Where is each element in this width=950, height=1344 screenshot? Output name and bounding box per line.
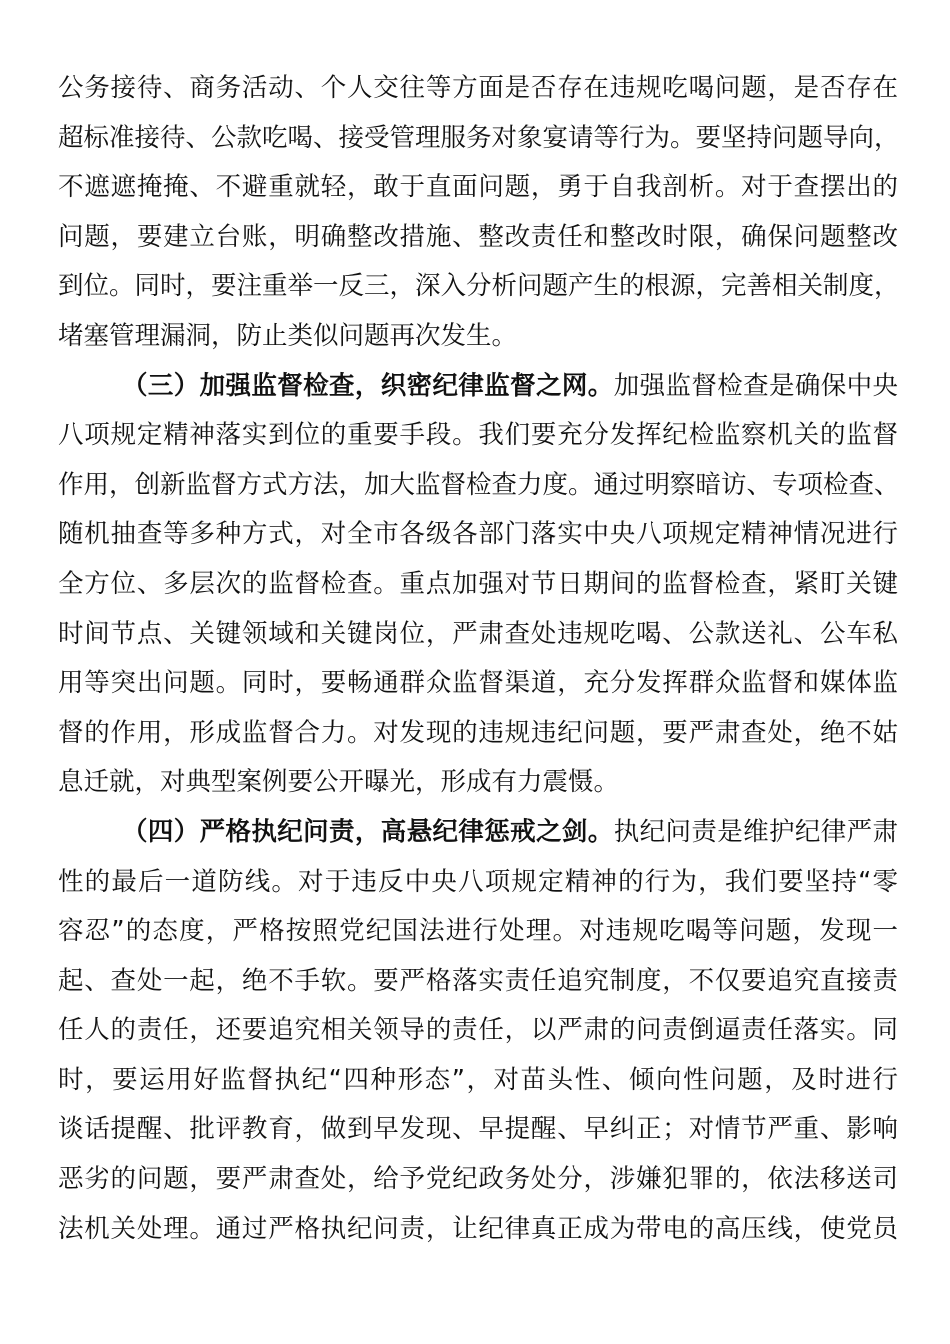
text-line: 谈话提醒、批评教育，做到早发现、早提醒、早纠正；对情节严重、影响 bbox=[58, 1114, 898, 1145]
section-3-first-line-text: 加强监督检查是确保中央 bbox=[613, 370, 898, 401]
section-3-heading: （三）加强监督检查，织密纪律监督之网。 bbox=[122, 370, 614, 401]
section-3-first-line bbox=[58, 362, 898, 412]
text-line: 随机抽查等多种方式，对全市各级各部门落实中央八项规定精神情况进行 bbox=[58, 519, 898, 550]
text-line: 超标准接待、公款吃喝、接受管理服务对象宴请等行为。要坚持问题导向， bbox=[58, 122, 900, 153]
text-line: 堵塞管理漏洞，防止类似问题再次发生。 bbox=[58, 320, 518, 351]
text-line: 作用，创新监督方式方法，加大监督检查力度。通过明察暗访、专项检查、 bbox=[58, 469, 900, 500]
section-3-paragraph bbox=[58, 362, 898, 808]
text-line: 息迁就，对典型案例要公开曝光，形成有力震慑。 bbox=[58, 767, 620, 798]
text-line: 容忍”的态度，严格按照党纪国法进行处理。对违规吃喝等问题，发现一 bbox=[58, 916, 898, 947]
text-line: 性的最后一道防线。对于违反中央八项规定精神的行为，我们要坚持“零 bbox=[58, 866, 898, 897]
text-line: 起、查处一起，绝不手软。要严格落实责任追究制度，不仅要追究直接责 bbox=[58, 965, 898, 996]
text-line: 全方位、多层次的监督检查。重点加强对节日期间的监督检查，紧盯关键 bbox=[58, 568, 898, 599]
document-page bbox=[58, 64, 898, 1254]
section-4-heading: （四）严格执纪问责，高悬纪律惩戒之剑。 bbox=[122, 816, 614, 847]
text-line: 任人的责任，还要追究相关领导的责任，以严肃的问责倒逼责任落实。同 bbox=[58, 1015, 898, 1046]
section-4-paragraph bbox=[58, 808, 898, 1254]
text-line: 时，要运用好监督执纪“四种形态”，对苗头性、倾向性问题，及时进行 bbox=[58, 1064, 898, 1095]
text-line: 公务接待、商务活动、个人交往等方面是否存在违规吃喝问题，是否存在 bbox=[58, 73, 898, 103]
text-line: 八项规定精神落实到位的重要手段。我们要充分发挥纪检监察机关的监督 bbox=[58, 420, 898, 451]
text-line: 不遮遮掩掩、不避重就轻，敢于直面问题，勇于自我剖析。对于查摆出的 bbox=[58, 172, 898, 203]
text-line: 到位。同时，要注重举一反三，深入分析问题产生的根源，完善相关制度， bbox=[58, 271, 900, 302]
text-line: 督的作用，形成监督合力。对发现的违规违纪问题，要严肃查处，绝不姑 bbox=[58, 717, 898, 748]
text-line: 用等突出问题。同时，要畅通群众监督渠道，充分发挥群众监督和媒体监 bbox=[58, 668, 898, 699]
text-line: 法机关处理。通过严格执纪问责，让纪律真正成为带电的高压线，使党员 bbox=[58, 1213, 898, 1244]
section-4-first-line-text: 执纪问责是维护纪律严肃 bbox=[613, 816, 898, 847]
text-line: 恶劣的问题，要严肃查处，给予党纪政务处分，涉嫌犯罪的，依法移送司 bbox=[58, 1164, 898, 1195]
paragraph-continuation bbox=[58, 64, 898, 362]
section-4-first-line bbox=[58, 808, 898, 858]
text-line: 时间节点、关键领域和关键岗位，严肃查处违规吃喝、公款送礼、公车私 bbox=[58, 618, 898, 649]
text-line: 问题，要建立台账，明确整改措施、整改责任和整改时限，确保问题整改 bbox=[58, 221, 898, 252]
